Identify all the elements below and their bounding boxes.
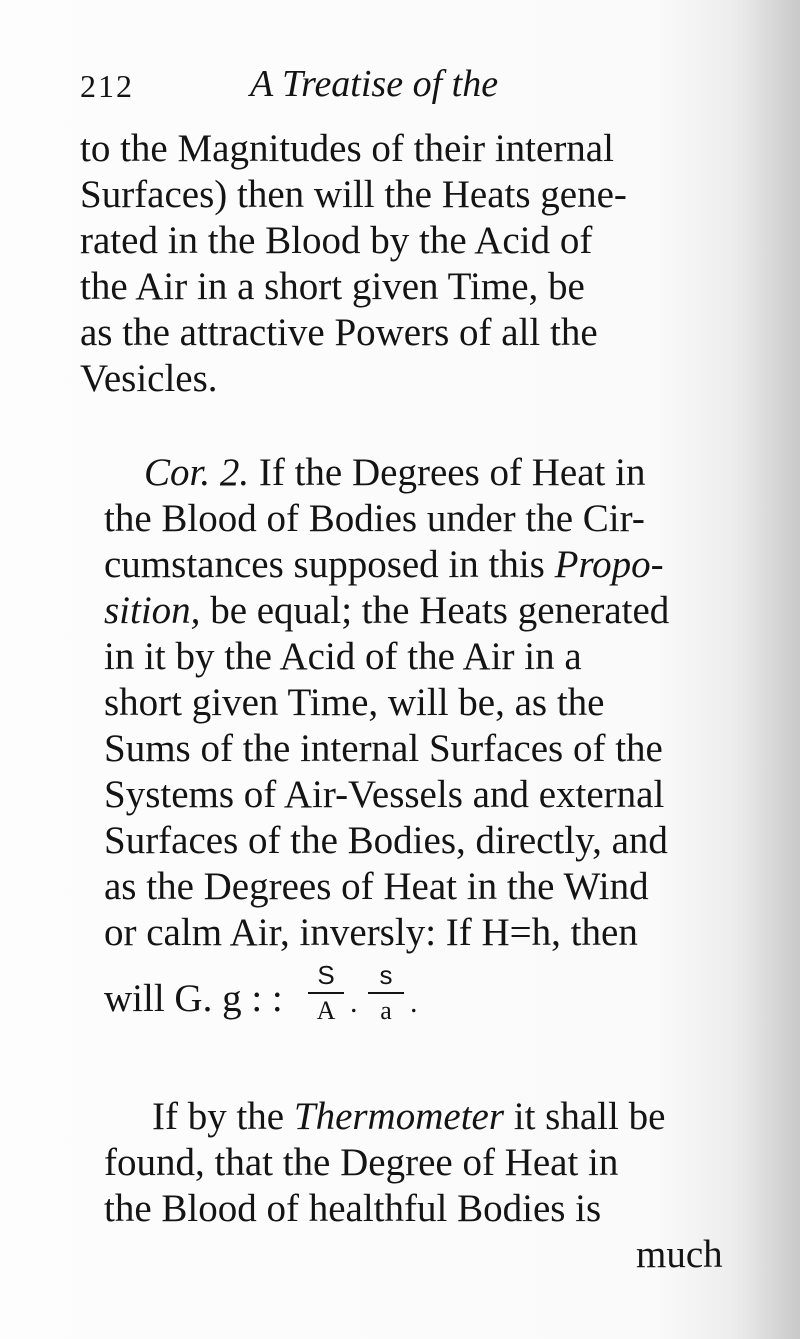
p3-line-1 — [152, 1094, 665, 1140]
fraction-s-over-a-lower — [366, 960, 406, 1026]
running-title: A Treatise of the — [250, 63, 499, 105]
p1-line-4: the Air in a short given Time, be — [80, 265, 585, 308]
p2-line-11: or calm Air, inversly: If H=h, then — [104, 911, 638, 954]
fraction-s-over-a-upper — [306, 960, 346, 1026]
formula-lead: will G. g : : — [104, 977, 283, 1020]
p2-line-10: as the Degrees of Heat in the Wind — [104, 865, 649, 908]
fraction-1-denominator: A — [316, 996, 336, 1025]
fraction-2-denominator: a — [380, 996, 392, 1025]
p3-line-3: the Blood of healthful Bodies is — [104, 1187, 602, 1230]
p3-line-2: found, that the Degree of Heat in — [104, 1141, 619, 1184]
p1-line-2: Surfaces) then will the Heats gene- — [80, 173, 627, 216]
page-number: 212 — [80, 68, 134, 104]
p2-line-7: Sums of the internal Surfaces of the — [104, 727, 663, 770]
p1-line-6: Vesicles. — [80, 357, 218, 400]
p2-line-4-text: be equal; the Heats generated — [200, 589, 670, 632]
catchword: much — [636, 1233, 723, 1276]
p2-line-6: short given Time, will be, as the — [104, 681, 605, 724]
fraction-1-numerator: S — [317, 960, 335, 990]
running-head — [80, 62, 720, 112]
proposition-term-end: sition, — [104, 589, 201, 632]
fraction-2-bar — [368, 992, 404, 994]
formula-end: . — [410, 986, 418, 1019]
p2-line-1 — [144, 450, 645, 496]
proposition-term-start: Propo- — [554, 543, 664, 586]
formula-separator: . — [350, 986, 358, 1019]
proportion-formula — [104, 960, 464, 1040]
p2-line-5: in it by the Acid of the Air in a — [104, 635, 582, 678]
p2-line-2: the Blood of Bodies under the Cir- — [104, 497, 645, 540]
p2-line-3-text: cumstances supposed in this — [104, 543, 555, 586]
corollary-label: Cor. 2. — [144, 451, 250, 494]
p1-line-3: rated in the Blood by the Acid of — [80, 219, 593, 262]
page-gutter-shadow — [740, 0, 800, 1339]
p2-line-3 — [104, 542, 664, 588]
p1-line-1: to the Magnitudes of their internal — [80, 127, 614, 170]
p2-line-1-text: If the Degrees of Heat in — [249, 451, 646, 494]
p2-line-9: Surfaces of the Bodies, directly, and — [104, 819, 668, 862]
fraction-2-numerator: s — [379, 960, 393, 990]
thermometer-term: Thermometer — [293, 1095, 505, 1138]
p2-line-8: Systems of Air-Vessels and external — [104, 773, 665, 816]
p1-line-5: as the attractive Powers of all the — [80, 311, 598, 354]
p2-line-4 — [104, 588, 669, 634]
p3-line-1-text: If by the — [152, 1095, 294, 1138]
p3-line-1-rest: it shall be — [504, 1095, 666, 1138]
fraction-1-bar — [308, 992, 344, 994]
